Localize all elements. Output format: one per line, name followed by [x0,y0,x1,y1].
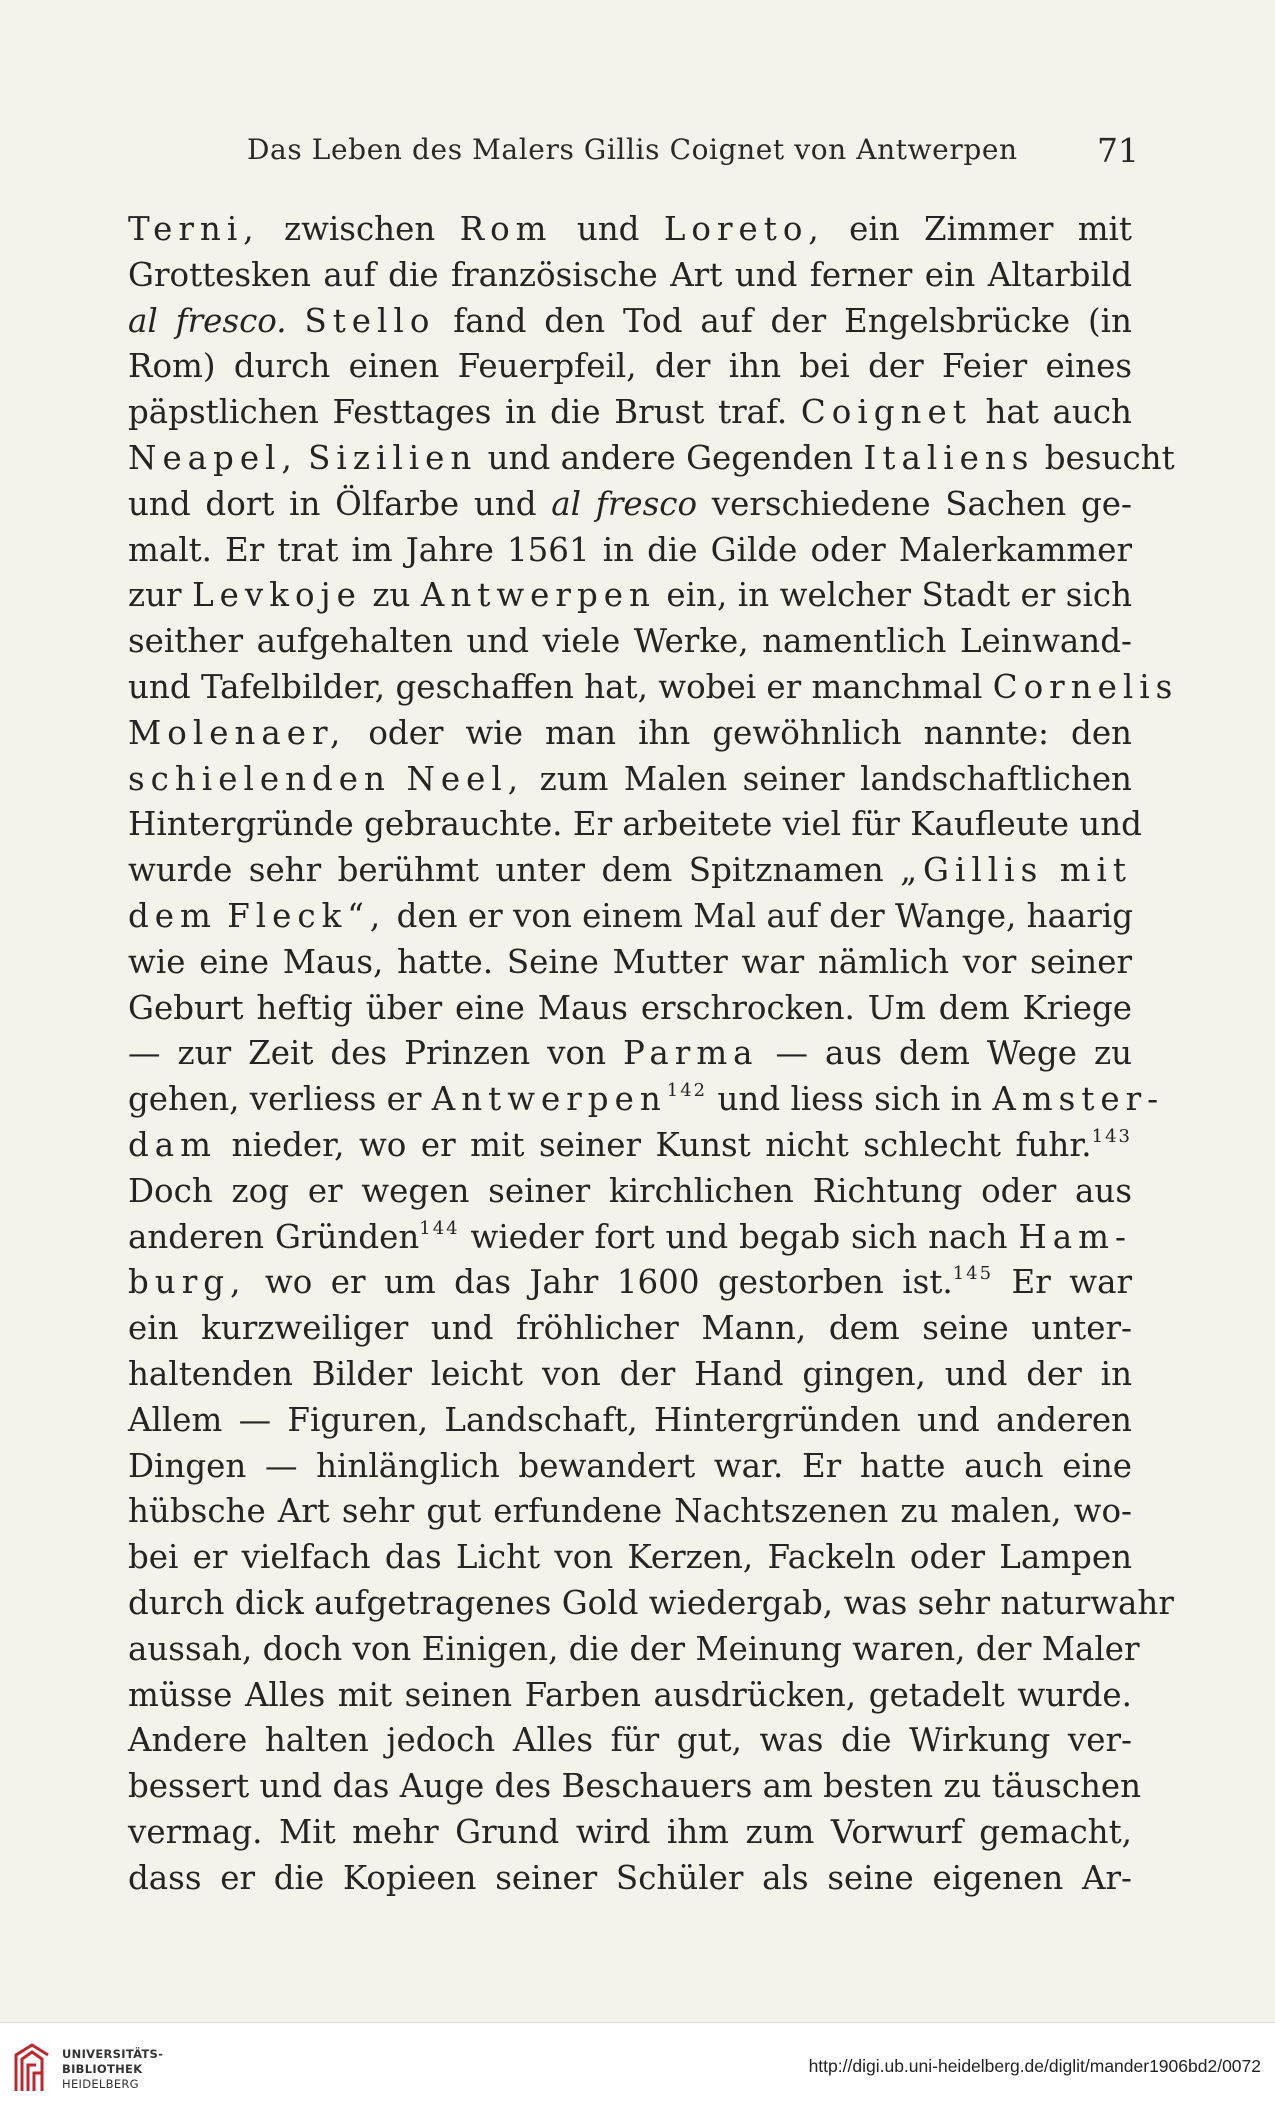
text-line: ein kurzweiliger und fröhlicher Mann, dem seine unter- [128,1309,1132,1348]
text-line: wie eine Maus, hatte. Seine Mutter war nämlich vor seiner [128,942,1132,981]
footnote-ref: 144 [419,1217,460,1239]
text-line: Terni, zwischen Rom und Loreto, ein Zimmer mit [128,210,1132,248]
footnote-ref: 142 [666,1080,708,1102]
library-logo-icon [12,2041,52,2095]
library-name: UNIVERSITÄTS- BIBLIOTHEK HEIDELBERG [62,2047,164,2091]
text-line: zur Levkoje zu Antwerpen ein, in welcher Stadt er sich [128,576,1133,615]
text-line: seither aufgehalten und viele Werke, namentlich Leinwand- [128,622,1132,661]
footnote-ref: 143 [1091,1125,1132,1147]
source-url-link[interactable]: http://digi.ub.uni-heidelberg.de/diglit/mander1906bd2/0072 [808,2056,1261,2076]
text-line: dass er die Kopieen seiner Schüler als seine eigenen Ar- [128,1858,1132,1897]
text-line: vermag. Mit mehr Grund wird ihm zum Vorwurf gemacht, [128,1812,1132,1851]
text-line: päpstlichen Festtages in die Brust traf. Coignet hat auch [128,393,1132,432]
running-title: Das Leben des Malers Gillis Coignet von Antwerpen [247,133,1018,166]
text-line: aussah, doch von Einigen, die der Meinung waren, der Maler [128,1629,1140,1668]
text-line: wurde sehr berühmt unter dem Spitznamen „Gillis mit [128,851,1132,890]
text-line: und dort in Ölfarbe und al fresco verschiedene Sachen ge- [128,484,1132,523]
text-line: al fresco. Stello fand den Tod auf der Engelsbrücke (in [128,301,1132,340]
text-line: Molenaer, oder wie man ihn gewöhnlich nannte: den [128,713,1132,752]
text-line: bei er vielfach das Licht von Kerzen, Fackeln oder Lampen [128,1538,1132,1577]
text-line: gehen, verliess er Antwerpen$^{142}$ und liess sich in Amster- [128,1080,1165,1119]
text-line: Grottesken auf die französische Art und ferner ein Altarbild [128,255,1132,294]
text-line: Geburt heftig über eine Maus erschrocken. Um dem Kriege [128,988,1132,1027]
main-text [128,207,1179,1901]
footnote-ref: 145 [952,1263,994,1285]
text-line: — zur Zeit des Prinzen von Parma — aus dem Wege zu [128,1034,1133,1073]
text-line: haltenden Bilder leicht von der Hand gingen, und der in [128,1354,1132,1393]
text-line: anderen Gründen$^{144}$ wieder fort und begab sich nach Ham- [128,1217,1132,1256]
text-line: bessert und das Auge des Beschauers am besten zu täuschen [128,1767,1142,1806]
text-line: Neapel, Sizilien und andere Gegenden Italiens besucht [128,438,1175,477]
digitization-footer [0,2022,1275,2116]
text-line: dem Fleck“, den er von einem Mal auf der Wange, haarig [128,896,1134,935]
text-line: Rom) durch einen Feuerpfeil, der ihn bei der Feier eines [128,347,1132,386]
text-line: Allem — Figuren, Landschaft, Hintergründen und anderen [128,1400,1132,1439]
text-line: Andere halten jedoch Alles für gut, was die Wirkung ver- [128,1721,1132,1760]
text-line: müsse Alles mit seinen Farben ausdrücken, getadelt wurde. [128,1675,1132,1714]
text-line: Dingen — hinlänglich bewandert war. Er hatte auch eine [128,1446,1132,1485]
text-line: malt. Er trat im Jahre 1561 in die Gilde oder Malerkammer [128,530,1132,569]
text-line: dam nieder, wo er mit seiner Kunst nicht schlecht fuhr.$^{143}$ [128,1125,1132,1164]
text-line: durch dick aufgetragenes Gold wiedergab, was sehr naturwahr [128,1583,1174,1622]
text-line: Doch zog er wegen seiner kirchlichen Richtung oder aus [128,1171,1132,1210]
text-line: schielenden Neel, zum Malen seiner landschaftlichen [128,759,1132,798]
page-number: 71 [1097,131,1139,170]
text-line: Hintergründe gebrauchte. Er arbeitete viel für Kaufleute und [128,805,1142,844]
text-line: und Tafelbilder, geschaffen hat, wobei er manchmal Cornelis [128,667,1179,706]
text-line: burg, wo er um das Jahr 1600 gestorben ist.$^{145}$ Er war [128,1263,1132,1302]
text-line: hübsche Art sehr gut erfundene Nachtszenen zu malen, wo- [128,1492,1132,1531]
